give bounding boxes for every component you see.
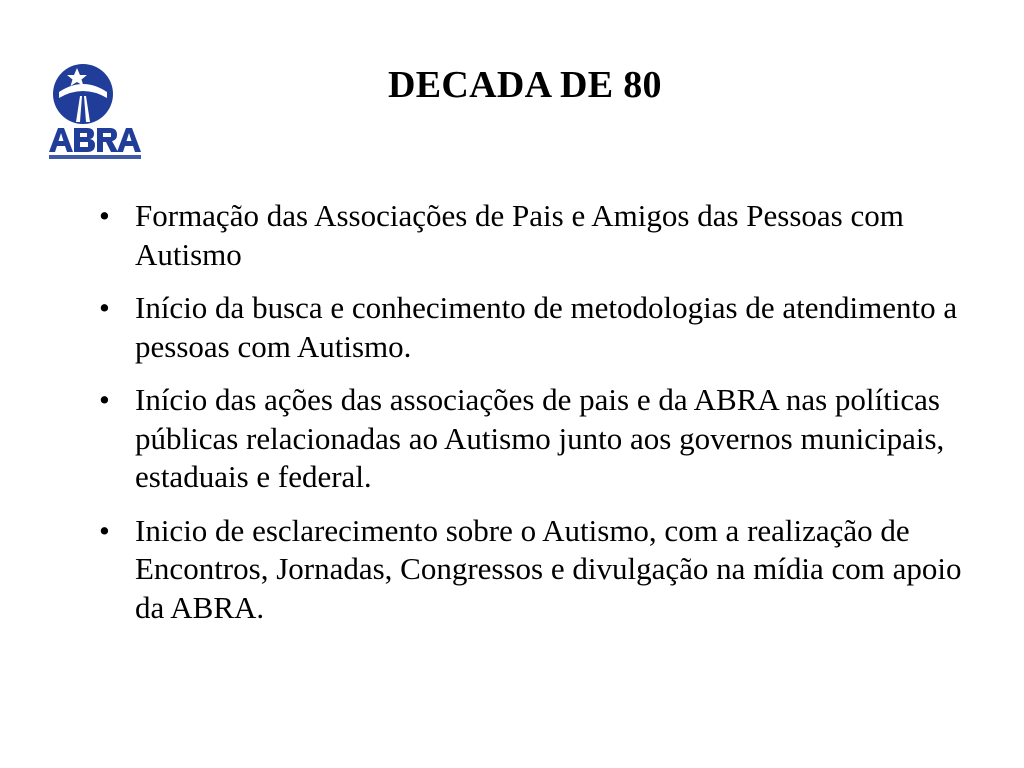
bullet-marker: •	[99, 512, 110, 548]
bullet-marker: •	[99, 382, 110, 417]
bullet-marker: •	[99, 290, 110, 325]
bullet-item-4	[96, 512, 976, 628]
bullet-marker: •	[99, 198, 110, 233]
bullet-item-2	[96, 289, 976, 366]
slide-title: DECADA DE 80	[388, 64, 662, 106]
bullet-item-1	[96, 197, 976, 274]
bullet-list	[96, 197, 976, 642]
bullet-text: Início das ações das associações de pais e da ABRA nas políticas públicas relacionadas ao Autismo junto aos governos municipais, estaduais e federal.	[135, 382, 945, 494]
abra-logo-emblem-icon	[47, 62, 143, 162]
bullet-text: Formação das Associações de Pais e Amigos das Pessoas com Autismo	[135, 198, 904, 272]
bullet-text: Início da busca e conhecimento de metodologias de atendimento a pessoas com Autismo.	[135, 290, 958, 364]
bullet-text: Inicio de esclarecimento sobre o Autismo, com a realização de Encontros, Jornadas, Congressos e divulgação na mídia com apoio da ABRA.	[135, 512, 962, 625]
abra-logo	[47, 62, 143, 162]
bullet-item-3	[96, 381, 976, 497]
